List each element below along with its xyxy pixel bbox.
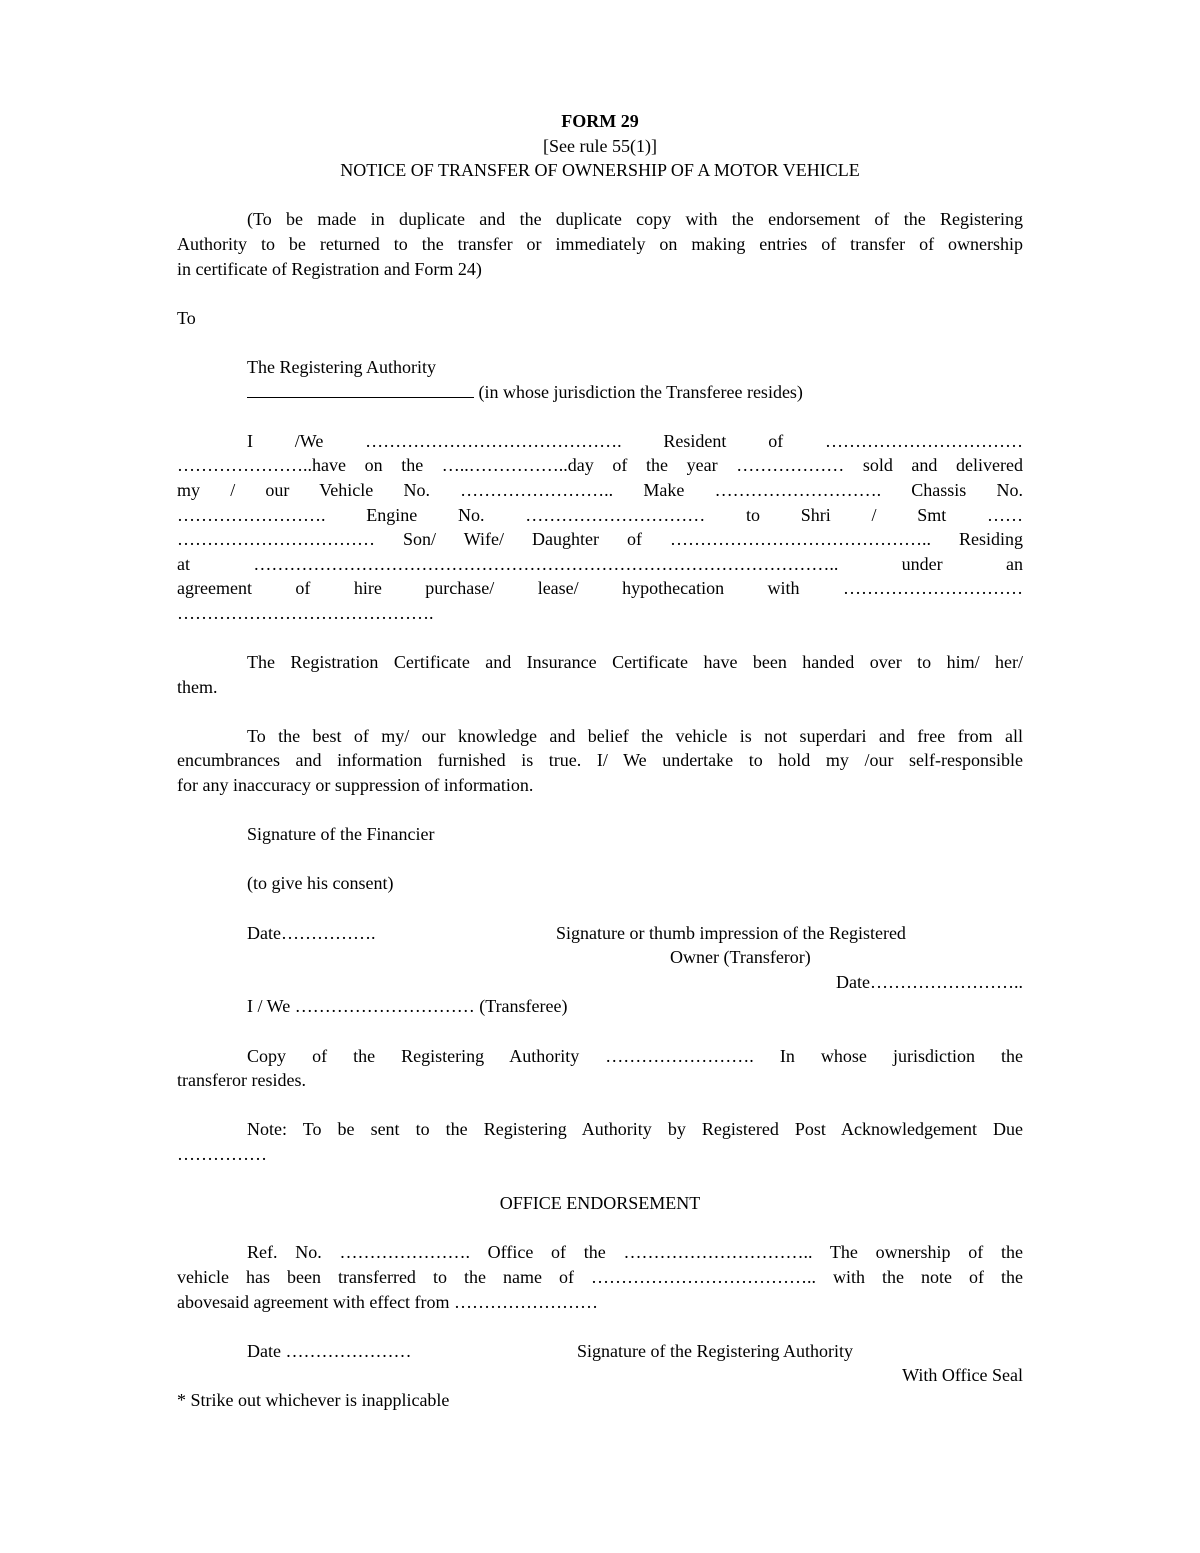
owner-signature-label: Signature or thumb impression of the Registered [556, 922, 906, 943]
certificates-line: them. [177, 676, 218, 697]
declaration-line: at …………………………………………………………………………………….. under an [177, 553, 1023, 574]
form-content [177, 109, 1023, 1412]
office-paragraph [177, 1240, 1023, 1314]
authority-line [177, 380, 1023, 405]
copy-line: Copy of the Registering Authority ……………………. In whose jurisdiction the [247, 1045, 1023, 1066]
declaration-line: …………………………… Son/ Wife/ Daughter of …………………………………….. Residing [177, 529, 1023, 550]
financier-signature: Signature of the Financier [247, 824, 435, 845]
owner-transferor-label: Owner (Transferor) [670, 947, 811, 968]
owner-date: Date……………. [247, 922, 376, 943]
office-seal-row [177, 1363, 1023, 1388]
copy-line: transferor resides. [177, 1070, 306, 1091]
declaration-paragraph [177, 429, 1023, 626]
footnote: * Strike out whichever is inapplicable [177, 1389, 450, 1410]
authority-signature-label: Signature of the Registering Authority [577, 1340, 853, 1361]
office-line: Ref. No. …………………. Office of the ………………………….. The ownership of the [247, 1242, 1023, 1263]
office-line: vehicle has been transferred to the name of ……………………………….. with the note of the [177, 1266, 1023, 1287]
authority-signature-row [177, 1339, 1023, 1364]
belief-paragraph [177, 724, 1023, 798]
intro-line: in certificate of Registration and Form 24) [177, 258, 482, 279]
to-label: To [177, 307, 196, 328]
declaration-line: agreement of hire purchase/ lease/ hypothecation with ………………………… [177, 578, 1023, 599]
intro-line: Authority to be returned to the transfer or immediately on making entries of transfer of ownership [177, 233, 1023, 254]
financier-consent: (to give his consent) [247, 873, 394, 894]
intro-line: (To be made in duplicate and the duplicate copy with the endorsement of the Registering [247, 209, 1023, 230]
owner-date-right: Date…………………….. [836, 971, 1023, 992]
note-paragraph [177, 1117, 1023, 1166]
copy-paragraph [177, 1044, 1023, 1093]
office-seal-label: With Office Seal [902, 1365, 1023, 1386]
declaration-line: I /We ……………………………………. Resident of …………………………… [247, 430, 1023, 451]
intro-paragraph [177, 207, 1023, 281]
declaration-line: my / our Vehicle No. …………………….. Make ………………………. Chassis No. [177, 479, 1023, 500]
declaration-line: …………………..have on the …..……………..day of the year ……………… sold and delivered [177, 455, 1023, 476]
owner-transferor-row [177, 945, 1023, 970]
authority-name: The Registering Authority [247, 356, 436, 377]
authority-blank-line [247, 380, 474, 398]
form-number: FORM 29 [561, 111, 639, 131]
belief-line: To the best of my/ our knowledge and belief the vehicle is not superdari and free from all [247, 725, 1023, 746]
office-line: abovesaid agreement with effect from …………………… [177, 1291, 599, 1312]
declaration-line: ……………………. Engine No. ………………………… to Shri / Smt …… [177, 504, 1023, 525]
belief-line: for any inaccuracy or suppression of information. [177, 775, 534, 796]
office-date: Date ………………… [247, 1340, 412, 1361]
declaration-line: ……………………………………. [177, 602, 434, 623]
certificates-line: The Registration Certificate and Insurance Certificate have been handed over to him/ her/ [247, 652, 1023, 673]
note-line: Note: To be sent to the Registering Authority by Registered Post Acknowledgement Due [247, 1119, 1023, 1140]
owner-signature-row [177, 921, 1023, 946]
office-endorsement-heading: OFFICE ENDORSEMENT [499, 1193, 701, 1214]
jurisdiction-note: (in whose jurisdiction the Transferee resides) [478, 381, 803, 402]
belief-line: encumbrances and information furnished is true. I/ We undertake to hold my /our self-responsible [177, 750, 1023, 771]
form-title: NOTICE OF TRANSFER OF OWNERSHIP OF A MOTOR VEHICLE [340, 160, 860, 181]
certificates-paragraph [177, 650, 1023, 699]
rule-reference: [See rule 55(1)] [543, 135, 657, 156]
note-line: …………… [177, 1143, 267, 1164]
owner-date2-row [177, 970, 1023, 995]
transferee-line: I / We ………………………… (Transferee) [247, 996, 568, 1017]
